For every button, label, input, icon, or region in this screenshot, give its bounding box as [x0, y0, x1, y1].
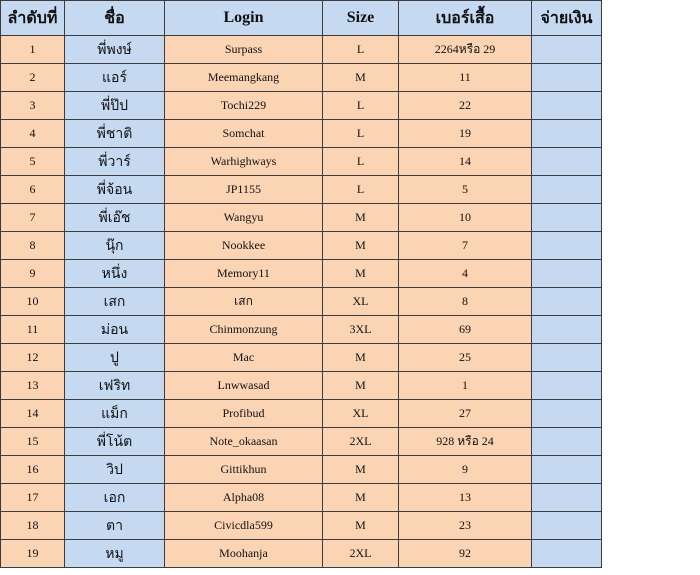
cell-login: Tochi229 [165, 92, 323, 120]
cell-no: 1 [1, 36, 65, 64]
cell-login: Wangyu [165, 204, 323, 232]
cell-size: M [323, 260, 399, 288]
table-row [1, 64, 602, 92]
cell-size: M [323, 512, 399, 540]
cell-number: 8 [399, 288, 532, 316]
cell-name: หนึ่ง [65, 260, 165, 288]
table-row [1, 232, 602, 260]
cell-name: พี่ชาติ [65, 120, 165, 148]
cell-number: 10 [399, 204, 532, 232]
cell-name: พี่เอ๊ช [65, 204, 165, 232]
table-row [1, 176, 602, 204]
cell-no: 19 [1, 540, 65, 568]
cell-name: หมู [65, 540, 165, 568]
cell-number: 2264หรือ 29 [399, 36, 532, 64]
cell-size: M [323, 204, 399, 232]
cell-size: M [323, 232, 399, 260]
cell-size: L [323, 120, 399, 148]
cell-login: Profibud [165, 400, 323, 428]
cell-login: Note_okaasan [165, 428, 323, 456]
cell-no: 9 [1, 260, 65, 288]
cell-login: Nookkee [165, 232, 323, 260]
cell-name: ปู [65, 344, 165, 372]
cell-size: 2XL [323, 428, 399, 456]
table-row [1, 260, 602, 288]
header-row [1, 1, 602, 36]
cell-name: แม็ก [65, 400, 165, 428]
cell-paid [532, 456, 602, 484]
cell-size: L [323, 148, 399, 176]
cell-login: JP1155 [165, 176, 323, 204]
header-paid: จ่ายเงิน [532, 1, 602, 36]
table-row [1, 456, 602, 484]
table-row [1, 400, 602, 428]
cell-paid [532, 512, 602, 540]
cell-paid [532, 316, 602, 344]
header-size: Size [323, 1, 399, 36]
cell-login: Gittikhun [165, 456, 323, 484]
cell-no: 5 [1, 148, 65, 176]
cell-no: 4 [1, 120, 65, 148]
table-row [1, 484, 602, 512]
cell-name: วิป [65, 456, 165, 484]
cell-no: 18 [1, 512, 65, 540]
cell-no: 2 [1, 64, 65, 92]
cell-name: พี่พงษ์ [65, 36, 165, 64]
cell-number: 22 [399, 92, 532, 120]
table-row [1, 120, 602, 148]
table-row [1, 148, 602, 176]
cell-number: 7 [399, 232, 532, 260]
table-row [1, 512, 602, 540]
cell-size: L [323, 176, 399, 204]
header-number: เบอร์เสื้อ [399, 1, 532, 36]
cell-number: 4 [399, 260, 532, 288]
cell-paid [532, 120, 602, 148]
table-row [1, 36, 602, 64]
table-row [1, 316, 602, 344]
cell-name: พี่โน้ต [65, 428, 165, 456]
cell-login: Civicdla599 [165, 512, 323, 540]
cell-size: XL [323, 288, 399, 316]
cell-login: Alpha08 [165, 484, 323, 512]
cell-login: Surpass [165, 36, 323, 64]
table-row [1, 204, 602, 232]
cell-name: เฟริท [65, 372, 165, 400]
cell-no: 10 [1, 288, 65, 316]
cell-no: 13 [1, 372, 65, 400]
cell-number: 25 [399, 344, 532, 372]
cell-number: 1 [399, 372, 532, 400]
cell-login: Memory11 [165, 260, 323, 288]
cell-paid [532, 232, 602, 260]
cell-size: M [323, 484, 399, 512]
cell-no: 7 [1, 204, 65, 232]
cell-paid [532, 64, 602, 92]
table-row [1, 428, 602, 456]
cell-name: พี่จ้อน [65, 176, 165, 204]
header-no: ลำดับที่ [1, 1, 65, 36]
cell-number: 23 [399, 512, 532, 540]
cell-size: M [323, 344, 399, 372]
cell-login: Meemangkang [165, 64, 323, 92]
cell-number: 14 [399, 148, 532, 176]
cell-no: 6 [1, 176, 65, 204]
cell-paid [532, 540, 602, 568]
cell-number: 5 [399, 176, 532, 204]
cell-size: M [323, 372, 399, 400]
cell-size: M [323, 456, 399, 484]
cell-login: Somchat [165, 120, 323, 148]
cell-name: พี่ป๊ป [65, 92, 165, 120]
cell-number: 11 [399, 64, 532, 92]
cell-paid [532, 36, 602, 64]
cell-login: Warhighways [165, 148, 323, 176]
cell-size: 3XL [323, 316, 399, 344]
cell-no: 14 [1, 400, 65, 428]
cell-paid [532, 204, 602, 232]
cell-number: 92 [399, 540, 532, 568]
cell-number: 69 [399, 316, 532, 344]
cell-size: 2XL [323, 540, 399, 568]
cell-no: 15 [1, 428, 65, 456]
cell-size: L [323, 92, 399, 120]
cell-size: M [323, 64, 399, 92]
header-name: ชื่อ [65, 1, 165, 36]
cell-paid [532, 484, 602, 512]
cell-login: Mac [165, 344, 323, 372]
cell-no: 8 [1, 232, 65, 260]
table-row [1, 92, 602, 120]
cell-name: เอก [65, 484, 165, 512]
table-row [1, 344, 602, 372]
cell-name: นุ๊ก [65, 232, 165, 260]
cell-paid [532, 260, 602, 288]
cell-number: 19 [399, 120, 532, 148]
cell-login: เสก [165, 288, 323, 316]
cell-no: 17 [1, 484, 65, 512]
table-row [1, 540, 602, 568]
cell-login: Chinmonzung [165, 316, 323, 344]
cell-no: 16 [1, 456, 65, 484]
cell-no: 3 [1, 92, 65, 120]
cell-paid [532, 148, 602, 176]
cell-login: Lnwwasad [165, 372, 323, 400]
cell-paid [532, 372, 602, 400]
cell-number: 13 [399, 484, 532, 512]
cell-paid [532, 176, 602, 204]
cell-name: พี่วาร์ [65, 148, 165, 176]
cell-paid [532, 400, 602, 428]
cell-no: 11 [1, 316, 65, 344]
cell-no: 12 [1, 344, 65, 372]
cell-size: XL [323, 400, 399, 428]
cell-number: 928 หรือ 24 [399, 428, 532, 456]
header-login: Login [165, 1, 323, 36]
table-row [1, 372, 602, 400]
cell-name: เสก [65, 288, 165, 316]
cell-paid [532, 288, 602, 316]
cell-paid [532, 428, 602, 456]
cell-name: ม่อน [65, 316, 165, 344]
cell-paid [532, 92, 602, 120]
cell-size: L [323, 36, 399, 64]
table-row [1, 288, 602, 316]
cell-login: Moohanja [165, 540, 323, 568]
cell-name: ตา [65, 512, 165, 540]
table-body [1, 36, 602, 568]
cell-number: 27 [399, 400, 532, 428]
cell-number: 9 [399, 456, 532, 484]
cell-name: แอร์ [65, 64, 165, 92]
cell-paid [532, 344, 602, 372]
